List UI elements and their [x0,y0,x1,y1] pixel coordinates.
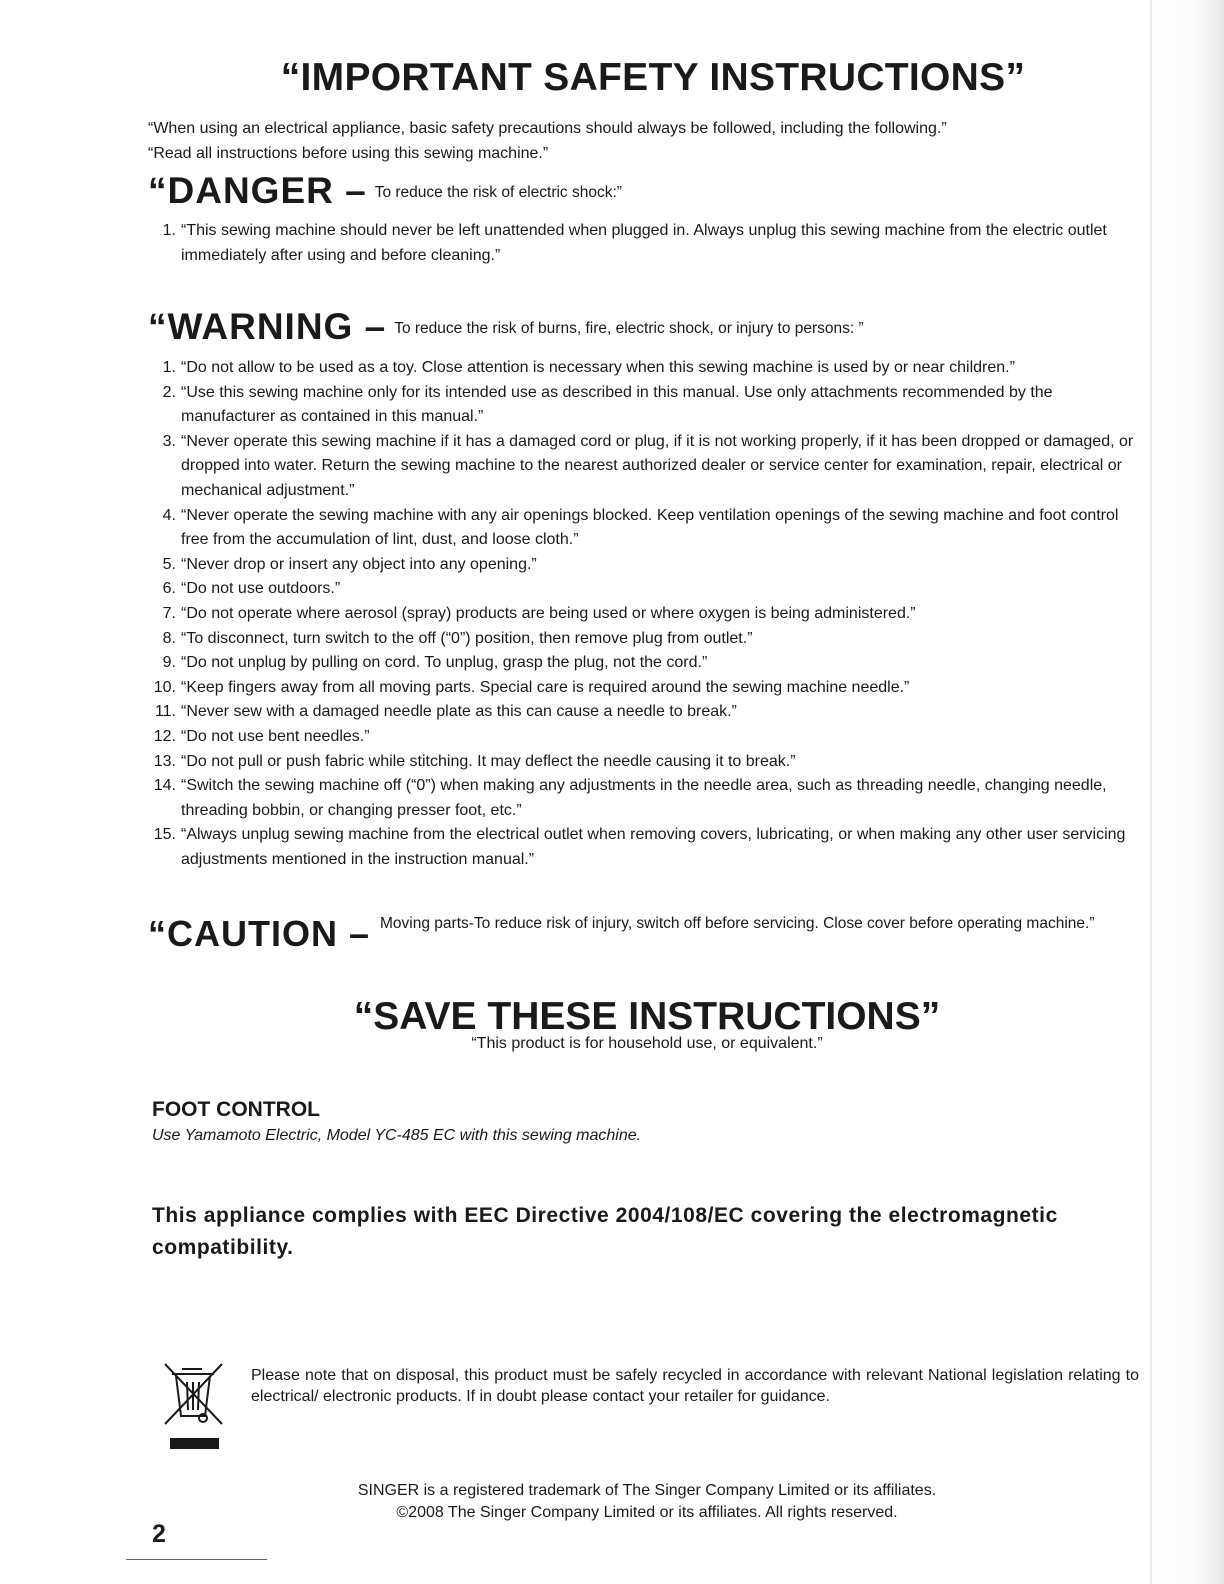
list-item [148,627,1143,652]
list-item [148,602,1143,627]
item-number: 10. [153,678,176,696]
item-text: “Switch the sewing machine off (“0”) when making any adjustments in the needle area, such as threading needle, changing needle, threading bobbin, or changing presser foot, etc.” [181,777,1107,819]
trademark-line: SINGER is a registered trademark of The Singer Company Limited or its affiliates. [357,1482,937,1499]
list-item [148,430,1143,504]
page-title: “IMPORTANT SAFETY INSTRUCTIONS” [280,56,1026,99]
item-number: 2. [162,383,176,401]
warning-list [148,356,1143,872]
caution-heading [148,914,1138,955]
danger-text: To reduce the risk of electric shock:” [374,184,622,201]
item-number: 7. [162,604,176,622]
intro [148,116,947,166]
item-text: “Never operate this sewing machine if it has a damaged cord or plug, if it is not working properly, if it has been dropped or damaged, or dropped into water. Return the sewing machine to the nearest authorized dealer or service center for examination, repair, electrical or mechanical adjustment.” [181,432,1134,499]
item-number: 1. [162,359,176,376]
item-text: “Use this sewing machine only for its intended use as described in this manual. Use only attachments recommended by the manufacturer as contained in this manual.” [181,383,1053,426]
intro-line: “Read all instructions before using this sewing machine.” [148,145,549,162]
list-item [148,750,1143,775]
danger-list [148,219,1143,268]
item-text: “To disconnect, turn switch to the off (“0”) position, then remove plug from outlet.” [181,629,753,647]
list-item [148,577,1143,602]
save-instructions-title: “SAVE THESE INSTRUCTIONS” [353,995,941,1038]
bottom-rule [126,1559,267,1560]
list-item [148,651,1143,676]
item-text: “Do not use outdoors.” [181,580,341,598]
warning-text: To reduce the risk of burns, fire, electric shock, or injury to persons: ” [394,320,864,337]
item-number: 14. [153,777,176,795]
item-number: 11. [154,703,176,721]
list-item [148,725,1143,750]
footer [0,1480,1224,1524]
item-number: 3. [162,432,176,450]
intro-line: “When using an electrical appliance, basic safety precautions should always be followed, including the following.” [148,120,947,137]
item-text: “This sewing machine should never be left unattended when plugged in. Always unplug this sewing machine from the electric outlet immediately after using and before cleaning.” [181,222,1107,264]
item-text: “Do not operate where aerosol (spray) products are being used or where oxygen is being administered.” [181,604,916,622]
item-text: “Never sew with a damaged needle plate as this can cause a needle to break.” [181,703,737,721]
item-text: “Never operate the sewing machine with any air openings blocked. Keep ventilation openings of the sewing machine and foot control free from the accumulation of lint, dust, and loose cloth.” [181,506,1119,549]
danger-label: “DANGER – [148,170,367,211]
item-text: “Do not unplug by pulling on cord. To unplug, grasp the plug, not the cord.” [181,654,708,672]
eec-compliance-statement: This appliance complies with EEC Directive 2004/108/EC covering the electromagnetic compatibility. [152,1204,1058,1259]
item-text: “Keep fingers away from all moving parts. Special care is required around the sewing machine needle.” [181,678,910,696]
page-edge-shadow [1146,0,1224,1584]
crossed-out-wheelie-bin-icon [160,1360,230,1454]
list-item [148,823,1143,872]
list-item [148,700,1143,725]
save-instructions-subtitle: “This product is for household use, or equivalent.” [471,1035,823,1052]
item-number: 6. [162,580,176,598]
item-number: 5. [162,555,176,573]
item-number: 13. [153,752,176,770]
item-text: “Always unplug sewing machine from the electrical outlet when removing covers, lubricating, or when making any other user servicing adjustments mentioned in the instruction manual.” [181,826,1126,868]
list-item [148,774,1143,823]
item-number: 4. [162,506,176,524]
caution-label: “CAUTION – [148,913,371,954]
item-number: 15. [153,826,176,844]
list-item [148,381,1143,430]
page-edge-line [1150,0,1152,1584]
page-number: 2 [152,1520,166,1548]
item-text: “Do not allow to be used as a toy. Close attention is necessary when this sewing machine is used by or near children.” [181,359,1015,376]
warning-label: “WARNING – [148,306,387,347]
list-item [148,219,1143,268]
list-item [148,553,1143,578]
foot-control-text: Use Yamamoto Electric, Model YC-485 EC with this sewing machine. [152,1127,642,1144]
list-item [148,356,1143,381]
disposal-notice: Please note that on disposal, this product must be safely recycled in accordance with relevant National legislation relating to electrical/ electronic products. If in doubt please contact your retailer for guidance. [251,1367,1139,1405]
item-text: “Do not pull or push fabric while stitching. It may deflect the needle causing it to break.” [181,752,796,770]
warning-heading [148,306,864,348]
item-number: 1. [162,222,176,239]
item-text: “Do not use bent needles.” [181,727,370,745]
item-text: “Never drop or insert any object into any opening.” [181,555,537,573]
item-number: 12. [153,727,176,745]
item-number: 8. [162,629,176,647]
item-number: 9. [162,654,176,672]
caution-text: Moving parts-To reduce risk of injury, switch off before servicing. Close cover before operating machine.” [380,915,1095,932]
list-item [148,676,1143,701]
copyright-line: ©2008 The Singer Company Limited or its affiliates. All rights reserved. [396,1504,898,1521]
danger-heading [148,170,622,212]
foot-control-heading: FOOT CONTROL [152,1098,320,1121]
list-item [148,504,1143,553]
